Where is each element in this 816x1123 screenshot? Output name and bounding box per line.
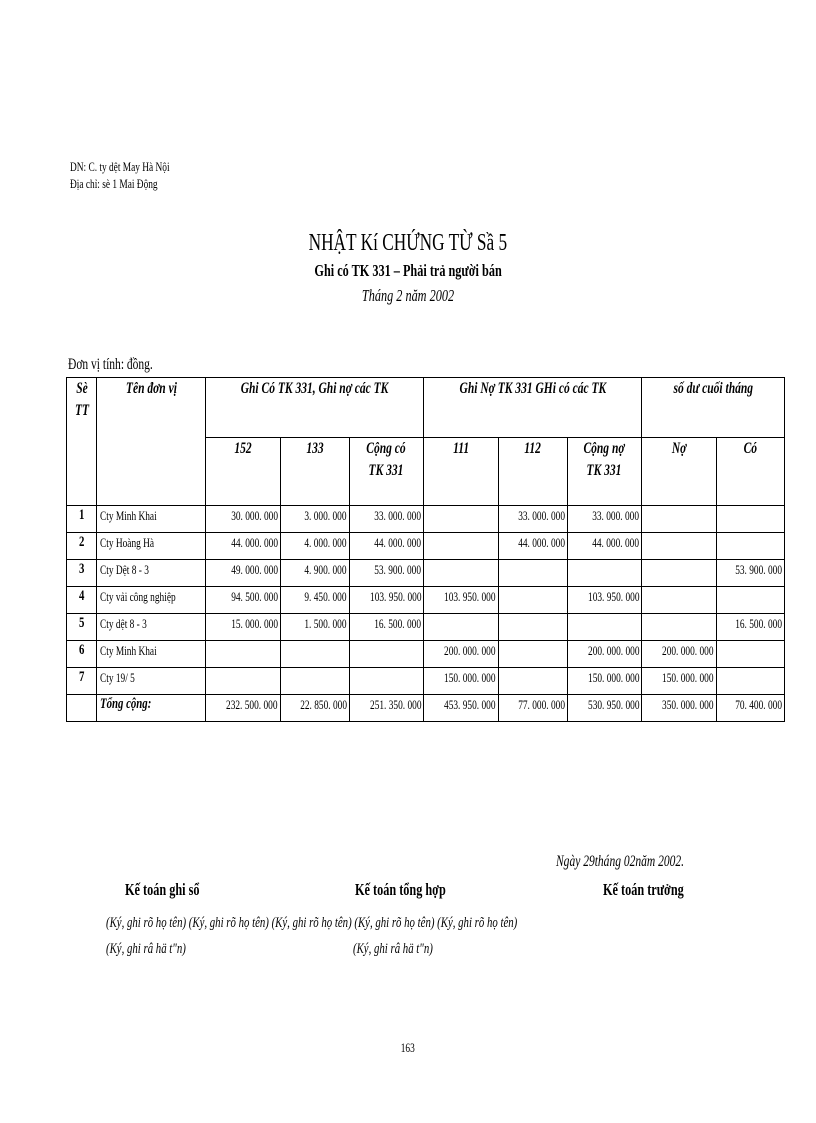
signature-general-accountant: Kế toán tổng hợp: [355, 880, 446, 899]
unit-label: Đơn vị tính: đồng.: [68, 356, 153, 373]
row-unit-name: Cty Minh Khai: [97, 506, 206, 533]
page-subtitle: Ghi có TK 331 – Phải trả người bán: [314, 261, 502, 280]
row-c112: [498, 587, 567, 614]
total-label: Tổng cộng:: [97, 695, 206, 722]
row-c133: 1. 500. 000: [280, 614, 349, 641]
row-stt: 1: [67, 506, 97, 533]
row-stt: 2: [67, 533, 97, 560]
total-bal-credit: 70. 400. 000: [716, 695, 784, 722]
row-c111: 103. 950. 000: [424, 587, 499, 614]
row-credit-total: 33. 000. 000: [349, 506, 424, 533]
row-bal-debit: [642, 506, 717, 533]
row-c112: [498, 641, 567, 668]
page-number: 163: [400, 1040, 416, 1055]
row-c152: 49. 000. 000: [206, 560, 281, 587]
table-row: [67, 668, 785, 695]
row-bal-debit: [642, 560, 717, 587]
row-c133: [280, 641, 349, 668]
header-133: 133: [280, 438, 349, 506]
row-c111: [424, 533, 499, 560]
row-c133: [280, 668, 349, 695]
header-112: 112: [498, 438, 567, 506]
row-stt: 3: [67, 560, 97, 587]
row-c152: 44. 000. 000: [206, 533, 281, 560]
total-debit-total: 530. 950. 000: [567, 695, 642, 722]
row-stt: 7: [67, 668, 97, 695]
row-bal-debit: 200. 000. 000: [642, 641, 717, 668]
row-c111: [424, 560, 499, 587]
header-bal-credit: Có: [716, 438, 784, 506]
total-c112: 77. 000. 000: [498, 695, 567, 722]
row-c133: 3. 000. 000: [280, 506, 349, 533]
row-debit-total: 103. 950. 000: [567, 587, 642, 614]
table-row: [67, 560, 785, 587]
signature-chief-accountant: Kế toán trưởng: [603, 880, 684, 899]
table-row: [67, 506, 785, 533]
company-name: DN: C. ty dệt May Hà Nội: [70, 159, 170, 174]
header-balance-group: số dư cuối tháng: [642, 378, 785, 438]
row-credit-total: 44. 000. 000: [349, 533, 424, 560]
row-c152: 94. 500. 000: [206, 587, 281, 614]
row-c112: [498, 614, 567, 641]
row-debit-total: 150. 000. 000: [567, 668, 642, 695]
signature-note-a: (Ký, ghi râ hä t"n): [106, 941, 186, 957]
total-row: [67, 695, 785, 722]
row-debit-total: 200. 000. 000: [567, 641, 642, 668]
row-c152: [206, 641, 281, 668]
row-debit-total: [567, 560, 642, 587]
header-name: Tên đơn vị: [97, 378, 206, 506]
row-debit-total: [567, 614, 642, 641]
total-blank: [67, 695, 97, 722]
header-debit-group: Ghi Nợ TK 331 GHi có các TK: [424, 378, 642, 438]
row-credit-total: [349, 668, 424, 695]
row-bal-credit: 16. 500. 000: [716, 614, 784, 641]
row-bal-debit: 150. 000. 000: [642, 668, 717, 695]
row-bal-credit: [716, 668, 784, 695]
header-bal-debit: Nợ: [642, 438, 717, 506]
row-c112: 33. 000. 000: [498, 506, 567, 533]
table-row: [67, 587, 785, 614]
row-stt: 4: [67, 587, 97, 614]
period-label: Tháng 2 năm 2002: [361, 286, 455, 305]
row-bal-credit: [716, 641, 784, 668]
total-c133: 22. 850. 000: [280, 695, 349, 722]
company-address: Địa chỉ: sè 1 Mai Động: [70, 176, 158, 191]
row-bal-credit: [716, 506, 784, 533]
table-row: [67, 641, 785, 668]
row-c152: 30. 000. 000: [206, 506, 281, 533]
row-c111: [424, 614, 499, 641]
row-unit-name: Cty 19/ 5: [97, 668, 206, 695]
row-unit-name: Cty Dệt 8 - 3: [97, 560, 206, 587]
table-row: [67, 533, 785, 560]
company-header: [70, 158, 208, 192]
row-bal-credit: [716, 533, 784, 560]
journal-table: [66, 377, 785, 722]
header-debit-total: Cộng nợ TK 331: [567, 438, 642, 506]
row-c152: 15. 000. 000: [206, 614, 281, 641]
row-credit-total: 53. 900. 000: [349, 560, 424, 587]
row-unit-name: Cty Hoàng Hà: [97, 533, 206, 560]
row-bal-debit: [642, 614, 717, 641]
row-unit-name: Cty vải công nghiệp: [97, 587, 206, 614]
row-c111: [424, 506, 499, 533]
total-bal-debit: 350. 000. 000: [642, 695, 717, 722]
row-c112: 44. 000. 000: [498, 533, 567, 560]
page-title: NHẬT Kí CHỨNG TỪ Sầ 5: [308, 230, 508, 256]
header-152: 152: [206, 438, 281, 506]
row-stt: 5: [67, 614, 97, 641]
row-c133: 4. 000. 000: [280, 533, 349, 560]
header-111: 111: [424, 438, 499, 506]
signature-note-line1: (Ký, ghi rõ họ tên) (Ký, ghi rõ họ tên) (Ký, ghi rõ họ tên) (Ký, ghi rõ họ tên) (Ký, ghi rõ họ tên): [106, 915, 518, 931]
header-credit-total: Cộng có TK 331: [349, 438, 424, 506]
row-c112: [498, 560, 567, 587]
title-block: [0, 228, 816, 308]
row-debit-total: 44. 000. 000: [567, 533, 642, 560]
header-credit-group: Ghi Có TK 331, Ghi nợ các TK: [206, 378, 424, 438]
row-bal-debit: [642, 533, 717, 560]
row-c133: 9. 450. 000: [280, 587, 349, 614]
row-c152: [206, 668, 281, 695]
row-debit-total: 33. 000. 000: [567, 506, 642, 533]
table-row: [67, 614, 785, 641]
row-c133: 4. 900. 000: [280, 560, 349, 587]
total-credit-total: 251. 350. 000: [349, 695, 424, 722]
row-bal-credit: [716, 587, 784, 614]
row-c111: 150. 000. 000: [424, 668, 499, 695]
total-c152: 232. 500. 000: [206, 695, 281, 722]
row-credit-total: 103. 950. 000: [349, 587, 424, 614]
row-bal-debit: [642, 587, 717, 614]
row-c111: 200. 000. 000: [424, 641, 499, 668]
row-credit-total: 16. 500. 000: [349, 614, 424, 641]
signature-bookkeeper: Kế toán ghi sổ: [125, 880, 200, 899]
header-stt: Sè TT: [67, 378, 97, 506]
signature-note-b: (Ký, ghi râ hä t"n): [353, 941, 433, 957]
total-c111: 453. 950. 000: [424, 695, 499, 722]
row-unit-name: Cty Minh Khai: [97, 641, 206, 668]
row-c112: [498, 668, 567, 695]
row-stt: 6: [67, 641, 97, 668]
row-bal-credit: 53. 900. 000: [716, 560, 784, 587]
row-credit-total: [349, 641, 424, 668]
date-line: Ngày 29tháng 02năm 2002.: [556, 853, 685, 870]
signature-notes: [106, 910, 677, 962]
row-unit-name: Cty dệt 8 - 3: [97, 614, 206, 641]
